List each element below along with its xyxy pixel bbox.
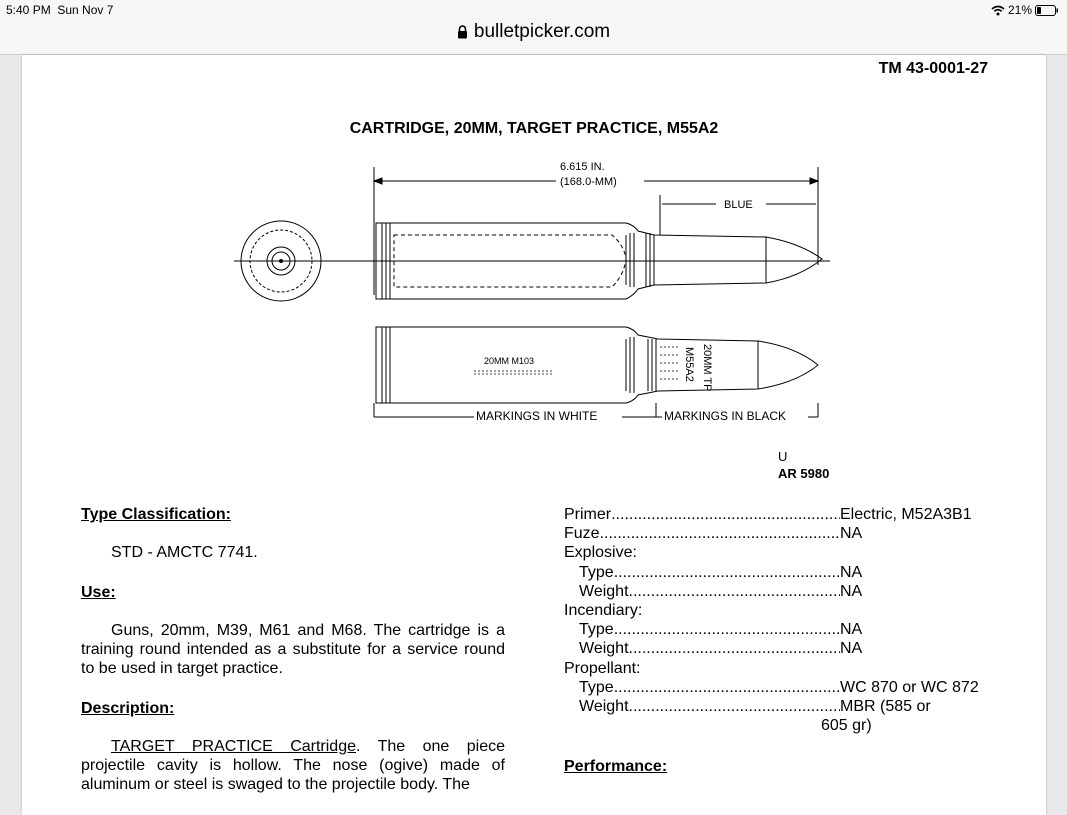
url-text[interactable]: bulletpicker.com — [473, 21, 611, 42]
fuze-row — [564, 524, 984, 543]
blue-label: BLUE — [724, 199, 753, 211]
status-bar — [0, 0, 1067, 20]
explosive-weight-label: Weight — [579, 582, 629, 600]
left-column — [81, 505, 505, 794]
u-mark: U — [778, 449, 788, 464]
explosive-type-label: Type — [579, 563, 614, 581]
battery-icon — [1035, 5, 1059, 16]
propellant-weight-row — [564, 697, 984, 716]
incendiary-type-label: Type — [579, 621, 614, 639]
incendiary-weight-row — [564, 639, 984, 658]
projectile-marking-2: M55A2 — [683, 347, 695, 382]
address-bar[interactable] — [0, 20, 1067, 55]
length-mm: (168.0-MM) — [560, 176, 617, 188]
incendiary-type-value: NA — [840, 621, 863, 639]
ar-number: AR 5980 — [778, 466, 830, 481]
fuze-label: Fuze — [564, 525, 600, 543]
explosive-type-row — [564, 563, 984, 582]
propellant-weight-value: MBR (585 or — [840, 698, 931, 716]
lock-icon — [457, 25, 468, 39]
propellant-weight-label: Weight — [579, 698, 629, 716]
description-body: . The one piece projectile cavity is hollow. The nose (ogive) made of aluminum or steel is swaged to the projectile body. The — [81, 738, 505, 793]
incendiary-weight-value: NA — [840, 640, 863, 658]
propellant-type-value: WC 870 or WC 872 — [840, 678, 979, 696]
description-text — [81, 737, 505, 794]
description-heading: Description: — [81, 700, 175, 717]
clock-date: Sun Nov 7 — [57, 3, 114, 17]
type-classification-heading: Type Classification: — [81, 506, 231, 523]
incendiary-label: Incendiary: — [564, 602, 643, 620]
use-text: Guns, 20mm, M39, M61 and M68. The cartridge is a training round intended as a substitute for a service round to be used in target practice. — [81, 622, 505, 677]
primer-label: Primer — [564, 506, 612, 523]
incendiary-weight-label: Weight — [579, 640, 629, 658]
status-indicators — [991, 3, 1059, 17]
propellant-weight-continued: 605 gr) — [821, 717, 872, 735]
url-display[interactable] — [0, 20, 1067, 44]
propellant-type-label: Type — [579, 678, 614, 696]
case-marking: 20MM M103 — [484, 356, 535, 366]
use-heading: Use: — [81, 584, 116, 601]
document-title: CARTRIDGE, 20MM, TARGET PRACTICE, M55A2 — [349, 120, 719, 137]
propellant-label: Propellant: — [564, 659, 641, 677]
status-time — [6, 3, 113, 17]
explosive-type-value: NA — [840, 563, 863, 581]
explosive-label: Explosive: — [564, 544, 637, 562]
explosive-weight-row — [564, 582, 984, 601]
primer-value: Electric, M52A3B1 — [840, 506, 972, 523]
right-column — [564, 505, 984, 777]
markings-black: MARKINGS IN BLACK — [664, 409, 787, 423]
markings-white: MARKINGS IN WHITE — [476, 409, 598, 423]
clock-time: 5:40 PM — [6, 3, 51, 17]
projectile-marking-1: 20MM TP — [701, 344, 713, 392]
document-page — [22, 55, 1046, 815]
battery-percent: 21% — [1007, 3, 1032, 17]
type-classification-text: STD - AMCTC 7741. — [111, 544, 258, 561]
length-inches: 6.615 IN. — [560, 161, 605, 173]
incendiary-type-row — [564, 620, 984, 639]
explosive-weight-value: NA — [840, 582, 863, 600]
performance-heading: Performance: — [564, 758, 668, 776]
propellant-type-row — [564, 678, 984, 697]
cartridge-diagram — [22, 55, 1046, 495]
wifi-icon — [991, 5, 1005, 16]
tm-number: TM 43-0001-27 — [878, 60, 988, 77]
fuze-value: NA — [840, 525, 863, 543]
primer-row — [564, 505, 984, 524]
description-lead: TARGET PRACTICE Cartridge — [111, 738, 356, 755]
